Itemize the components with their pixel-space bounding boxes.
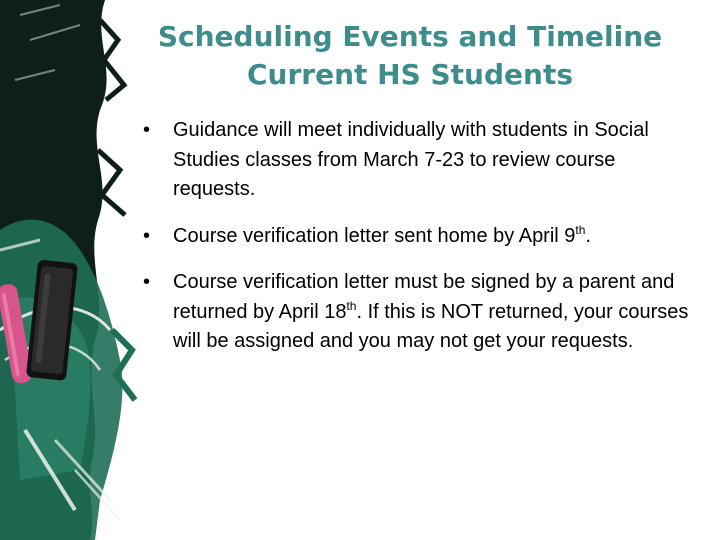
ordinal-suffix: th <box>346 298 357 313</box>
bullet-text-tail: . <box>585 224 591 247</box>
bullet-text-tail: . If this is NOT returned, your courses will be assigned and you may not get your requests. <box>173 300 689 352</box>
slide-title <box>140 18 680 94</box>
bullet-item-letter-signed <box>140 268 700 357</box>
bullet-text: Course verification letter sent home by April 9 <box>173 224 576 247</box>
bullet-list <box>140 116 700 374</box>
title-line-2: Current HS Students <box>246 58 573 91</box>
bullet-text: Guidance will meet individually with students in Social Studies classes from March 7-23 to review course requests. <box>173 119 649 200</box>
bullet-icon: • <box>143 119 151 141</box>
bullet-icon: • <box>143 271 151 293</box>
bullet-icon: • <box>143 224 151 247</box>
bullet-item-letter-sent <box>140 222 700 252</box>
title-line-1: Scheduling Events and Timeline <box>157 20 663 53</box>
bullet-item-guidance <box>140 116 700 205</box>
ordinal-suffix: th <box>575 222 586 237</box>
chalkboard-decoration <box>0 0 150 540</box>
bullet-text: Course verification letter must be signed by a parent and returned by April 18 <box>173 271 675 323</box>
